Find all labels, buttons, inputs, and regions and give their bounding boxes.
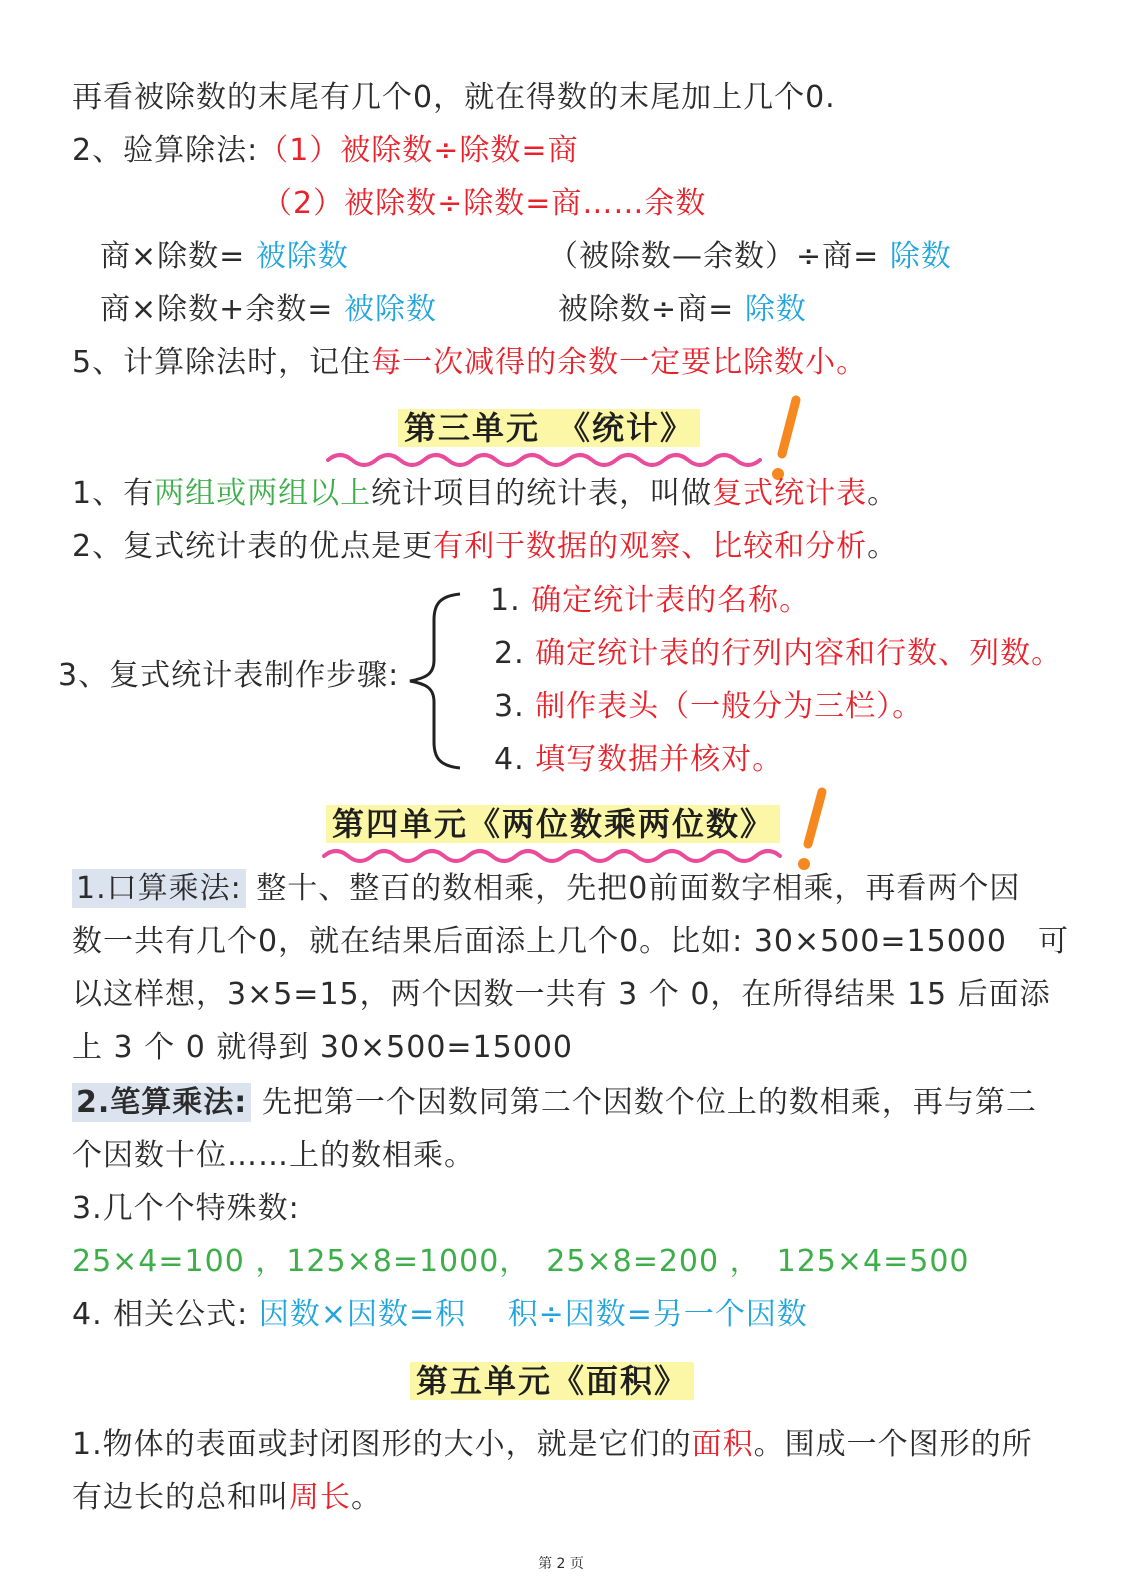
text: 。 xyxy=(867,476,899,511)
expr: 商×除数= xyxy=(100,239,246,274)
step-text: 填写数据并核对。 xyxy=(535,742,784,777)
unit3-point-1 xyxy=(72,474,898,514)
emphasis-green: 两组或两组以上 xyxy=(154,476,372,511)
text: 再看被除数的末尾有几个0，就在得数的末尾加上几个0. xyxy=(72,80,836,115)
expr: 被除数÷商= xyxy=(558,292,735,327)
text: 。围成一个图形的所 xyxy=(753,1427,1033,1462)
exclamation-icon xyxy=(794,786,834,876)
step-num: 1. xyxy=(490,583,521,618)
special-numbers: 25×4=100 ，125×8=1000， 25×8=200 ， 125×4=500 xyxy=(72,1244,970,1279)
line-formula-b xyxy=(548,237,952,277)
unit3-point-3-label: 3、复式统计表制作步骤: xyxy=(58,658,400,693)
line-check-division xyxy=(72,131,579,171)
written-multiplication-line-2: 个因数十位……上的数相乘。 xyxy=(72,1138,475,1173)
emphasis-red: 有利于数据的观察、比较和分析 xyxy=(433,529,868,564)
special-numbers-label: 3.几个个特殊数: xyxy=(72,1191,300,1226)
title-text: 第四单元《两位数乘两位数》 xyxy=(326,805,780,843)
text: 2、复式统计表的优点是更 xyxy=(72,529,434,564)
section-tag: 1.口算乘法: xyxy=(72,869,246,908)
title-text: 第三单元 《统计》 xyxy=(398,409,700,447)
text: 1、有 xyxy=(72,476,155,511)
answer: 除数 xyxy=(889,239,952,274)
curly-brace xyxy=(404,590,464,772)
step-text: 确定统计表的名称。 xyxy=(531,583,811,618)
answer: 除数 xyxy=(744,292,807,327)
text: 先把第一个因数同第二个因数个位上的数相乘，再与第二 xyxy=(261,1085,1037,1120)
title-text: 第五单元《面积》 xyxy=(410,1362,694,1400)
answer: 被除数 xyxy=(255,239,349,274)
section-tag: 2.笔算乘法: xyxy=(72,1083,251,1122)
step-text: 确定统计表的行列内容和行数、列数。 xyxy=(535,636,1063,671)
formulas: 因数×因数=积 积÷因数=另一个因数 xyxy=(258,1297,808,1332)
step-1 xyxy=(490,581,810,621)
step-num: 4. xyxy=(494,742,525,777)
line-formula-c xyxy=(100,290,437,330)
emphasis-red: 复式统计表 xyxy=(712,476,868,511)
line-remainder-rule xyxy=(72,343,867,383)
oral-multiplication-line-3: 以这样想，3×5=15，两个因数一共有 3 个 0，在所得结果 15 后面添 xyxy=(72,977,1051,1012)
oral-multiplication-line-4: 上 3 个 0 就得到 30×500=15000 xyxy=(72,1030,573,1065)
emphasis-red: 面积 xyxy=(691,1427,754,1462)
unit3-point-2 xyxy=(72,527,898,567)
text: 整十、整百的数相乘，先把0前面数字相乘，再看两个因 xyxy=(256,871,1021,906)
step-num: 2. xyxy=(494,636,525,671)
step-2 xyxy=(494,634,1062,674)
text: 。 xyxy=(351,1480,382,1515)
written-multiplication-line-1 xyxy=(72,1083,1037,1123)
unit5-point-1 xyxy=(72,1425,1033,1465)
formula-1: （1）被除数÷除数=商 xyxy=(258,133,579,168)
unit5-title xyxy=(410,1359,694,1403)
text: 1.物体的表面或封闭图形的大小，就是它们的 xyxy=(72,1427,692,1462)
label: 2、验算除法: xyxy=(72,133,259,168)
label: 4. 相关公式: xyxy=(72,1297,249,1332)
text: 5、计算除法时，记住 xyxy=(72,345,372,380)
answer: 被除数 xyxy=(343,292,437,327)
related-formulas xyxy=(72,1295,808,1335)
page-number: 第 2 页 xyxy=(538,1556,584,1572)
text: 统计项目的统计表，叫做 xyxy=(371,476,713,511)
expr: （被除数—余数）÷商= xyxy=(548,239,880,274)
oral-multiplication-line-2: 数一共有几个0，就在结果后面添上几个0。比如: 30×500=15000 可 xyxy=(72,924,1069,959)
step-3 xyxy=(494,687,923,727)
text: 有边长的总和叫 xyxy=(72,1480,289,1515)
line-formula-a xyxy=(100,237,349,277)
unit5-point-1-cont xyxy=(72,1478,382,1518)
wavy-underline xyxy=(322,844,792,866)
step-num: 3. xyxy=(494,689,525,724)
emphasis-red: 周长 xyxy=(289,1480,351,1515)
text: 。 xyxy=(867,529,899,564)
line-formula-d xyxy=(558,290,807,330)
unit4-title xyxy=(326,802,780,846)
step-4 xyxy=(494,740,783,780)
emphasis: 每一次减得的余数一定要比除数小。 xyxy=(371,345,868,380)
step-text: 制作表头（一般分为三栏）。 xyxy=(535,689,924,724)
oral-multiplication-line-1 xyxy=(72,869,1020,909)
wavy-underline xyxy=(326,448,766,470)
formula-2: （2）被除数÷除数=商……余数 xyxy=(262,186,707,221)
exclamation-icon xyxy=(768,394,808,486)
expr: 商×除数+余数= xyxy=(100,292,334,327)
unit3-title xyxy=(398,406,700,450)
line-division-zero xyxy=(72,78,836,118)
